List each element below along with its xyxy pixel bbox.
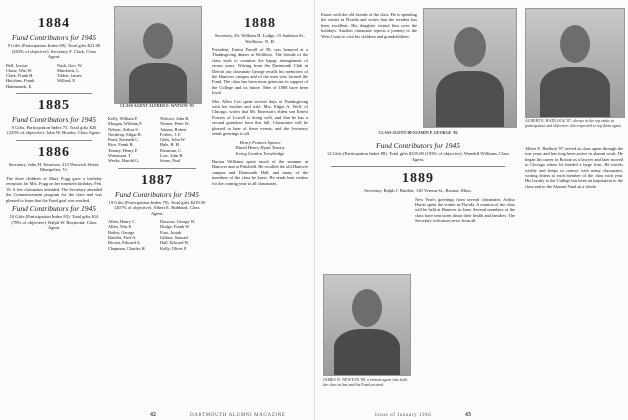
fund-contributors-heading: Fund Contributors for 1945 xyxy=(12,33,96,42)
contributor-name: Morgan, William F. xyxy=(108,121,143,127)
contributor-name: Wolcott, John R. xyxy=(160,116,190,121)
divider xyxy=(331,166,505,167)
year-heading-1886: 1886 xyxy=(38,144,70,160)
photo-caption: JAMES W. NEWTON '88, a veteran agent who held the class in line and the Fund secured. xyxy=(323,377,407,387)
contributor-name: Kelly, Oliver P. xyxy=(160,245,188,251)
contributor-name: Northrop, Edgar R. xyxy=(108,131,142,137)
contributor-name: Foss, Josiah xyxy=(160,229,182,235)
contributor-name: Rice, Frank B. xyxy=(108,142,134,148)
contributor-name: Hutchins, Frank xyxy=(6,78,35,84)
contributor-name: Bell, Lucius xyxy=(6,62,28,68)
contributor-name: Clark, Frank H. xyxy=(6,73,34,79)
portrait-photo xyxy=(114,6,202,104)
photo-caption: CLASS AGENT ALFRED E. WATSON '83 xyxy=(120,103,194,108)
year-heading-1885: 1885 xyxy=(38,97,70,113)
contributor-name: Allen, Henry C. xyxy=(108,219,137,225)
photo-caption: ALBERT E. HADLOCK '87, always in the top ranks in participation and objective, who expected to top them again. xyxy=(525,118,622,128)
contributor-name: Kinsman, C. xyxy=(160,147,183,153)
contributor-name: Bailey, George xyxy=(108,229,135,235)
fund-contributors-heading: Fund Contributors for 1945 xyxy=(115,189,199,199)
contributor-name: Hale, R. H. xyxy=(160,142,180,148)
contributor-name: Hammonds, E. xyxy=(6,83,33,89)
year-heading-1884: 1884 xyxy=(38,16,70,31)
divider xyxy=(16,140,92,141)
contributor-name: Gilbert, Samuel xyxy=(160,235,188,241)
secretary-address: Secretary, Ralph J. Bartlett, 140 Vernon St., Boston, Mass. xyxy=(364,188,472,193)
contributor-name: Giles, John W. xyxy=(160,137,186,143)
portrait-shoulders xyxy=(540,67,610,117)
portrait-head xyxy=(143,23,173,59)
class-notes-text: The three children of Mary Fogg gave a birthday reception for Mrs. Fogg on her ninetieth birthday, Feb. 10. A few classmates attended. The Secretary attended the Commencement program for the class and was pleased to learn that the Fund goal was reached. xyxy=(6,175,102,203)
portrait-head xyxy=(454,27,486,67)
class-notes-text: Easter with the old friends of the class. He is spending the winter in Florida and writes that the weather has been excellent. His daughter visited him over the holidays. Another classmate reports a journey to the West Coast to visit his children and grandchildren. xyxy=(321,12,417,39)
year-heading-1887: 1887 xyxy=(141,172,173,188)
contributor-name: Forbes, J. F. xyxy=(160,131,182,137)
fund-summary: 10 Gifts (Participation Index 83). Total gifts $14 (78% of objective). Ralph W. Raymond, Class Agent. xyxy=(9,214,99,231)
portrait-shoulders xyxy=(129,63,187,103)
contributor-name: Bartlett, Fred A. xyxy=(108,235,137,241)
contributor-name: Dodge, Frank W. xyxy=(160,224,191,230)
left-column-1 xyxy=(6,12,102,234)
contributor-name: Marchetti, L. xyxy=(57,67,81,73)
portrait-head xyxy=(352,289,382,327)
contributor-name: Hall, Edward W. xyxy=(160,240,190,246)
fund-contributors-heading: Fund Contributors for 1945 xyxy=(12,114,96,124)
secretary-address: Secretary, John H. Emerson, 213 Warwick Street, Montpelier, Vt. xyxy=(8,161,100,173)
contributor-name: Nash, Geo. W. xyxy=(57,62,83,68)
secretary-address: Secretary, Dr. William H. Lodge, 15 Sanborn St., Wolfboro, N. H. xyxy=(214,33,306,44)
fund-summary: 12 Gifts (Participation Index 88). Total gifts $335.00 (193% of objective). Wendell Williams, Class Agent. xyxy=(326,151,510,162)
portrait-photo xyxy=(323,274,411,376)
names-block: Henry Francis Spence David Henry Hyatt Tenney Irving Gordon Trowbridge xyxy=(235,139,285,156)
contributor-list xyxy=(6,63,102,89)
portrait-photo xyxy=(525,8,625,118)
divider xyxy=(118,168,196,169)
class-notes-text: Mrs. Allen Cox spent several days at Thanksgiving with her brother and wife. Mrs. Edgar A. Wolf, of Chicago, writes that Mr. Emerson's eldest son Ernest Powers of Lowell is doing well, and that he has a second grandson born this fall. Classmates will be pleased to hear of these events, and the Secretary sends greetings to all. xyxy=(212,98,308,137)
contributor-name: Pearl, Kenneth C. xyxy=(108,137,140,143)
contributor-name: Willard, E. xyxy=(57,78,77,84)
contributor-name: Kelly, William F. xyxy=(108,116,139,121)
left-column-2 xyxy=(108,6,206,251)
photo-caption: CLASS AGENT BENJAMIN P. GEORGE '86 xyxy=(378,130,458,135)
divider xyxy=(16,93,92,94)
contributor-name: Dawson, George W. xyxy=(160,219,196,225)
portrait-head xyxy=(560,25,590,63)
contributor-name: Tildett, James xyxy=(57,73,82,79)
page-number: 42 xyxy=(150,412,156,418)
right-column-1 xyxy=(321,12,417,39)
photo-block xyxy=(108,6,206,110)
page-footer: DARTMOUTH ALUMNI MAGAZINE xyxy=(190,413,286,418)
contributor-name: Nelson, Arthur S. xyxy=(108,126,139,132)
class-notes-text: Burton Williams spent much of the summer at Hanover and at Pittsfield. He recalled the old Hanover campus and Dartmouth Hall, and many of the members of the class he knew. He sends best wishes for the coming year to all classmates. xyxy=(212,159,308,186)
fund-contributors-heading: Fund Contributors for 1945 xyxy=(12,204,96,214)
page-footer: Issue of January 1946 xyxy=(375,413,432,418)
contributor-name: Allen, Wm E. xyxy=(108,224,133,230)
right-column-3 xyxy=(525,146,623,189)
class-notes-text: President, Ernest Farrell of 98, was honored at a Thanksgiving dinner at Wolfboro. The friends of the class wish to continue the happy arrangement of recent years. Writing from the Dartmouth Club in Detroit our classmate George recalls his memories of the Hanover campus and of the men who formed the Fund. The class has been most generous in support of the College and its future. Men of 1888 have been loyal. xyxy=(212,47,308,96)
class-notes-text: Albert E. Hadlock '87 served as class agent through the war years and has long been active in alumni work. He began his career in Boston as a lawyer and later moved to Chicago where he headed a large firm. He travels widely and keeps in contact with many classmates, writing letters to each member of the class each year. His loyalty to the College has been an inspiration to the class and to the Alumni Fund as a whole. xyxy=(525,146,623,189)
contributor-list xyxy=(108,116,206,164)
fund-summary: 19 Gifts (Participation Index 79). Total gifts $219.50 (207% of objective). Albert E. Hubbard, Class Agent. xyxy=(108,199,206,216)
left-column-3 xyxy=(212,12,308,186)
contributor-name: Waterman, T. xyxy=(108,153,132,159)
portrait-shoulders xyxy=(436,71,504,127)
year-heading-1888: 1888 xyxy=(244,16,276,31)
year-heading-1889: 1889 xyxy=(402,171,434,186)
contributor-name: Wynne, Peter W. xyxy=(160,121,190,127)
contributor-name: Brown, Edward A. xyxy=(108,240,141,246)
portrait-photo xyxy=(423,8,517,128)
fund-contributors-heading: Fund Contributors for 1945 xyxy=(376,141,460,150)
portrait-shoulders xyxy=(334,329,400,375)
right-fund-block xyxy=(321,140,515,224)
contributor-list xyxy=(108,219,206,251)
right-page xyxy=(314,0,628,420)
contributor-name: Chase, Wm W. xyxy=(6,67,33,73)
page-number: 43 xyxy=(465,412,471,418)
contributor-name: Stone, Paul xyxy=(160,158,181,164)
contributor-name: Weeks, Harold G. xyxy=(108,158,140,164)
fund-summary: 9 Gifts (Participation Index 69). Total gifts $21.00 (263% of objective). Secretary F. Clark, Class Agent. xyxy=(7,43,101,59)
contributor-name: Chapman, Charles H. xyxy=(108,245,146,251)
fund-summary: 9 Gifts, Participation Index 75. Total gifts $20 (235% of objective). John W. Brooks, Class Agent. xyxy=(7,124,101,136)
contributor-name: Adams, Robert xyxy=(160,126,187,132)
class-notes-text: New Year's greetings from several classmates. Arthur Harris spent the winter in Florida. A reunion of the class will be held at Hanover in June. Several members of the class have sent notes about their health and families. The Secretary welcomes news from all. xyxy=(415,196,515,224)
contributor-name: Tenney, Henry F. xyxy=(108,147,139,153)
contributor-name: Low, John B. xyxy=(160,153,184,159)
